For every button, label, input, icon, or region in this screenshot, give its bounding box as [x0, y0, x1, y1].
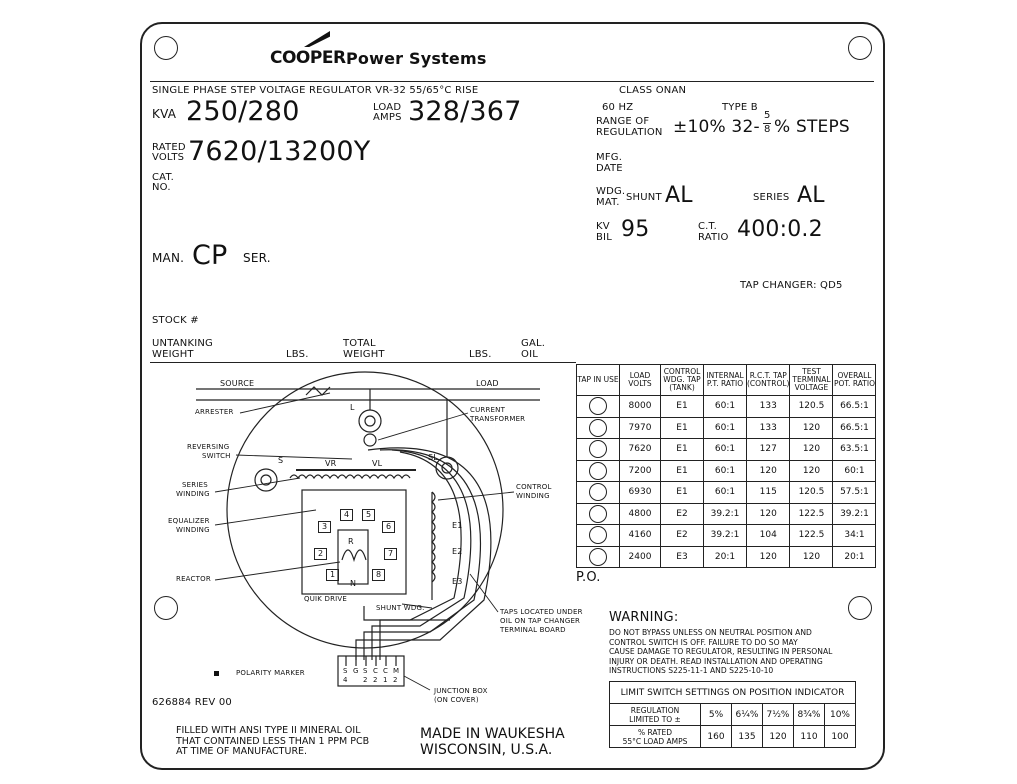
cat-label: CAT. — [152, 172, 174, 183]
series-value: AL — [797, 183, 825, 208]
tap-contact-1: 1 — [326, 569, 339, 581]
diagram-SL-label: SL — [428, 453, 438, 462]
lead-2 — [364, 450, 480, 660]
bushing-S — [255, 469, 277, 491]
tap-table-cell: E1 — [661, 439, 704, 461]
diagram-series-label: SERIES — [182, 481, 208, 489]
range-label-2: REGULATION — [596, 127, 663, 138]
diagram-jbox-label: JUNCTION BOX — [434, 687, 488, 695]
ct-label: C.T. — [698, 221, 718, 232]
tap-table-cell: E1 — [661, 396, 704, 418]
bil-value: 95 — [621, 217, 650, 242]
tap-in-use-cell — [577, 396, 620, 418]
wdg-label: WDG. — [596, 186, 626, 197]
diagram-jbox-label-2: (ON COVER) — [434, 696, 479, 704]
wdg-label-2: MAT. — [596, 197, 620, 208]
shunt-value: AL — [665, 183, 693, 208]
range-label: RANGE OF — [596, 116, 650, 127]
tap-in-use-cell — [577, 503, 620, 525]
tap-table-cell: 60:1 — [833, 460, 876, 482]
lbs-label-1: LBS. — [286, 349, 309, 360]
diagram-R-label: R — [348, 537, 354, 546]
cat-label-2: NO. — [152, 182, 171, 193]
tap-contact-7: 7 — [384, 548, 397, 560]
tap-in-use-cell — [577, 525, 620, 547]
tap-table-cell: 4800 — [620, 503, 661, 525]
tap-table-cell: 120.5 — [790, 482, 833, 504]
limit-row-label-line: LIMITED TO ± — [629, 714, 681, 724]
tap-table-cell: E1 — [661, 417, 704, 439]
tap-in-use-indicator — [589, 462, 607, 480]
untanking-label-2: WEIGHT — [152, 349, 194, 360]
diagram-taps-label-2: OIL ON TAP CHANGER — [500, 617, 581, 625]
terminal-number: 2 — [393, 676, 398, 684]
tap-table-cell: 104 — [747, 525, 790, 547]
lbs-label-2: LBS. — [469, 349, 492, 360]
limit-cell: 110 — [794, 726, 825, 748]
tap-table-cell: 122.5 — [790, 525, 833, 547]
diagram-shunt-wdg-label: SHUNT WDG. — [376, 604, 425, 612]
tap-table-header-cell: TEST TERMINAL VOLTAGE — [790, 365, 833, 396]
tap-in-use-indicator — [589, 505, 607, 523]
tap-table-row — [577, 482, 876, 504]
diagram-VL-label: VL — [372, 459, 383, 468]
total-weight-label: TOTAL — [343, 338, 376, 349]
tap-in-use-cell — [577, 460, 620, 482]
bil-label: BIL — [596, 232, 612, 243]
warning-line: CONTROL SWITCH IS OFF. FAILURE TO DO SO MAY — [609, 637, 798, 647]
gal-label-2: OIL — [521, 349, 538, 360]
load-amps-value: 328/367 — [408, 96, 522, 127]
tap-table-cell: 7970 — [620, 417, 661, 439]
tap-table-cell: 6930 — [620, 482, 661, 504]
diagram-source-label: SOURCE — [220, 379, 255, 388]
tap-table-row — [577, 396, 876, 418]
ser-label: SER. — [243, 251, 271, 265]
tap-table-row — [577, 417, 876, 439]
made-in-line: WISCONSIN, U.S.A. — [420, 742, 553, 758]
tap-table-cell: 20:1 — [833, 546, 876, 568]
series-label: SERIES — [753, 192, 790, 203]
terminal-number: 2 — [363, 676, 368, 684]
diagram-control-label-2: WINDING — [516, 492, 550, 500]
reactor-coil — [342, 550, 366, 560]
series-winding — [290, 475, 410, 478]
diagram-ct-label: CURRENT — [470, 406, 506, 414]
tap-table-cell: 60:1 — [704, 460, 747, 482]
tap-table-cell: E3 — [661, 546, 704, 568]
tap-table-cell: 60:1 — [704, 439, 747, 461]
tap-table-cell: E1 — [661, 460, 704, 482]
terminal-label: C — [383, 667, 389, 675]
diagram-equalizer-label-2: WINDING — [176, 526, 210, 534]
tap-table-cell: 7200 — [620, 460, 661, 482]
limit-cell: 100 — [825, 726, 856, 748]
tap-table-cell: 120 — [747, 546, 790, 568]
type-label: TYPE B — [722, 102, 758, 113]
terminal-label: S — [363, 667, 368, 675]
diagram-taps-label-3: TERMINAL BOARD — [500, 626, 566, 634]
diagram-E1-label: E1 — [452, 521, 463, 530]
range-fraction-numerator: 5 — [764, 110, 771, 121]
load-amps-label: LOAD — [373, 102, 402, 113]
bushing-L — [359, 410, 381, 432]
made-in-line: MADE IN WAUKESHA — [420, 726, 565, 742]
warning-line: INJURY OR DEATH. READ INSTALLATION AND OPERATING — [609, 656, 823, 666]
kva-value: 250/280 — [186, 96, 300, 127]
tap-in-use-cell — [577, 439, 620, 461]
tap-table-cell: 120 — [790, 460, 833, 482]
diagram-reversing-label: REVERSING — [187, 443, 230, 451]
limit-row-label — [610, 726, 701, 748]
tap-table-cell: 60:1 — [704, 417, 747, 439]
header-line: SINGLE PHASE STEP VOLTAGE REGULATOR VR-32 55/65°C RISE — [152, 85, 479, 96]
tap-table-body — [577, 396, 876, 568]
tap-table-cell: 120 — [747, 460, 790, 482]
tap-table-header-cell: R.C.T. TAP (CONTROL) — [747, 365, 790, 396]
tap-table — [576, 364, 876, 568]
oil-notice-line: THAT CONTAINED LESS THAN 1 PPM PCB — [176, 735, 370, 747]
limit-table-title: LIMIT SWITCH SETTINGS ON POSITION INDICATOR — [610, 682, 856, 704]
diagram-S-label: S — [278, 456, 284, 465]
terminal-number: 2 — [373, 676, 378, 684]
diagram-control-label: CONTROL — [516, 483, 552, 491]
ct-value: 400:0.2 — [737, 217, 823, 242]
frequency: 60 HZ — [602, 102, 634, 113]
tap-table-header-cell: TAP IN USE — [577, 365, 620, 396]
limit-cell: 8¾% — [794, 704, 825, 726]
tap-table-cell: E2 — [661, 525, 704, 547]
diagram-series-label-2: WINDING — [176, 490, 210, 498]
limit-row-label-line: 55°C LOAD AMPS — [622, 736, 688, 746]
tap-in-use-indicator — [589, 419, 607, 437]
stock-label: STOCK # — [152, 315, 199, 326]
range-suffix: % STEPS — [774, 117, 850, 137]
tap-table-row — [577, 439, 876, 461]
tap-contact-6: 6 — [382, 521, 395, 533]
oil-notice-line: AT TIME OF MANUFACTURE. — [176, 746, 308, 757]
tap-in-use-indicator — [589, 526, 607, 544]
part-number: 626884 REV 00 — [152, 697, 232, 708]
tap-table-cell: 39.2:1 — [833, 503, 876, 525]
terminal-label: G — [353, 667, 359, 675]
warning-line: INSTRUCTIONS S225-11-1 AND S225-10-10 — [609, 666, 774, 675]
limit-switch-table — [609, 681, 856, 748]
limit-cell: 5% — [701, 704, 732, 726]
tap-contact-5: 5 — [362, 509, 375, 521]
load-amps-label-2: AMPS — [373, 112, 402, 123]
limit-row-label-line: % RATED — [637, 727, 673, 737]
tap-changer: TAP CHANGER: QD5 — [740, 280, 843, 291]
tap-table-cell: 122.5 — [790, 503, 833, 525]
rated-volts-label-2: VOLTS — [152, 152, 185, 163]
mfg-label-2: DATE — [596, 163, 623, 174]
tap-table-header-cell: OVERALL POT. RATIO — [833, 365, 876, 396]
diagram-L-label: L — [350, 403, 355, 412]
brand-logo: COOPER — [270, 48, 346, 68]
tap-in-use-indicator — [589, 397, 607, 415]
warning-line: CAUSE DAMAGE TO REGULATOR, RESULTING IN PERSONAL — [609, 647, 833, 656]
limit-cell: 135 — [732, 726, 763, 748]
tap-table-cell: 120 — [790, 417, 833, 439]
terminal-number: 1 — [383, 676, 388, 684]
po-label: P.O. — [576, 570, 601, 585]
tap-table-cell: 120 — [790, 546, 833, 568]
tap-in-use-indicator — [589, 440, 607, 458]
tap-contact-3: 3 — [318, 521, 331, 533]
tap-table-cell: 60:1 — [704, 396, 747, 418]
diagram-reactor-label: REACTOR — [176, 575, 211, 583]
current-transformer — [364, 434, 376, 446]
diagram-VR-label: VR — [325, 459, 337, 468]
warning-line: DO NOT BYPASS UNLESS ON NEUTRAL POSITION AND — [609, 628, 812, 637]
tap-table-header — [577, 365, 876, 396]
rated-volts-value: 7620/13200Y — [188, 136, 371, 167]
diagram-arrester-label: ARRESTER — [195, 408, 234, 416]
terminal-label: M — [393, 667, 400, 675]
tap-table-cell: 60:1 — [704, 482, 747, 504]
diagram-equalizer-label: EQUALIZER — [168, 517, 210, 525]
rated-volts-label: RATED — [152, 142, 186, 153]
brand-name: Power Systems — [346, 49, 487, 68]
man-value: CP — [192, 240, 228, 271]
kva-label: KVA — [152, 107, 177, 121]
tap-table-header-cell: INTERNAL P.T. RATIO — [704, 365, 747, 396]
limit-cell: 120 — [763, 726, 794, 748]
untanking-label: UNTANKING — [152, 338, 213, 349]
tap-table-cell: 66.5:1 — [833, 417, 876, 439]
man-label: MAN. — [152, 251, 185, 265]
diagram-polarity-label: POLARITY MARKER — [236, 669, 305, 677]
diagram-E3-label: E3 — [452, 577, 463, 586]
limit-cell: 160 — [701, 726, 732, 748]
diagram-ct-label-2: TRANSFORMER — [470, 415, 526, 423]
oil-notice — [176, 726, 369, 758]
range-fraction-denominator: 8 — [764, 124, 771, 135]
tap-table-cell: 4160 — [620, 525, 661, 547]
diagram-quik-drive-label: QUIK DRIVE — [304, 595, 348, 603]
tap-table-header-cell: CONTROL WDG. TAP (TANK) — [661, 365, 704, 396]
limit-cell: 10% — [825, 704, 856, 726]
diagram-load-label: LOAD — [476, 379, 499, 388]
range-value: ±10% 32- — [673, 117, 760, 137]
limit-cell: 6¼% — [732, 704, 763, 726]
tap-in-use-cell — [577, 482, 620, 504]
tap-table-cell: 120.5 — [790, 396, 833, 418]
tap-table-cell: 8000 — [620, 396, 661, 418]
diagram-reversing-label-2: SWITCH — [202, 452, 231, 460]
tap-table-cell: 127 — [747, 439, 790, 461]
tap-table-row — [577, 525, 876, 547]
oil-notice-line: FILLED WITH ANSI TYPE II MINERAL OIL — [176, 725, 361, 736]
ct-label-2: RATIO — [698, 232, 729, 243]
tap-table-row — [577, 460, 876, 482]
terminal-label: S — [343, 667, 348, 675]
warning-title: WARNING: — [609, 610, 679, 625]
mfg-label: MFG. — [596, 152, 623, 163]
tap-table-cell: E2 — [661, 503, 704, 525]
tap-table-cell: 34:1 — [833, 525, 876, 547]
tap-table-cell: 133 — [747, 417, 790, 439]
tap-in-use-cell — [577, 546, 620, 568]
tap-table-cell: 7620 — [620, 439, 661, 461]
kv-label: KV — [596, 221, 610, 232]
polarity-marker-icon — [214, 671, 219, 676]
tap-in-use-indicator — [589, 548, 607, 566]
tap-table-header-cell: LOAD VOLTS — [620, 365, 661, 396]
tap-table-cell: 20:1 — [704, 546, 747, 568]
tap-in-use-indicator — [589, 483, 607, 501]
tap-table-cell: 39.2:1 — [704, 525, 747, 547]
made-in — [420, 726, 565, 758]
tap-contact-2: 2 — [314, 548, 327, 560]
shunt-label: SHUNT — [626, 192, 662, 203]
tap-table-cell: 2400 — [620, 546, 661, 568]
tap-table-cell: 57.5:1 — [833, 482, 876, 504]
tap-contact-4: 4 — [340, 509, 353, 521]
limit-cell: 7½% — [763, 704, 794, 726]
total-weight-label-2: WEIGHT — [343, 349, 385, 360]
tap-table-cell: 63.5:1 — [833, 439, 876, 461]
class-label: CLASS ONAN — [619, 85, 687, 96]
tap-table-cell: 120 — [790, 439, 833, 461]
tap-table-cell: 39.2:1 — [704, 503, 747, 525]
tap-table-row — [577, 503, 876, 525]
tap-table-cell: 66.5:1 — [833, 396, 876, 418]
limit-row-label — [610, 704, 701, 726]
diagram-N-label: N — [350, 579, 357, 588]
diagram-E2-label: E2 — [452, 547, 463, 556]
tap-contact-8: 8 — [372, 569, 385, 581]
limit-row-label-line: REGULATION — [630, 705, 680, 715]
tap-table-cell: 115 — [747, 482, 790, 504]
tap-table-cell: E1 — [661, 482, 704, 504]
terminal-number: 4 — [343, 676, 348, 684]
tap-table-cell: 120 — [747, 503, 790, 525]
diagram-taps-label: TAPS LOCATED UNDER — [500, 608, 583, 616]
tap-table-cell: 133 — [747, 396, 790, 418]
tap-in-use-cell — [577, 417, 620, 439]
gal-label: GAL. — [521, 338, 546, 349]
tap-table-row — [577, 546, 876, 568]
terminal-label: C — [373, 667, 379, 675]
warning-text — [609, 628, 832, 676]
